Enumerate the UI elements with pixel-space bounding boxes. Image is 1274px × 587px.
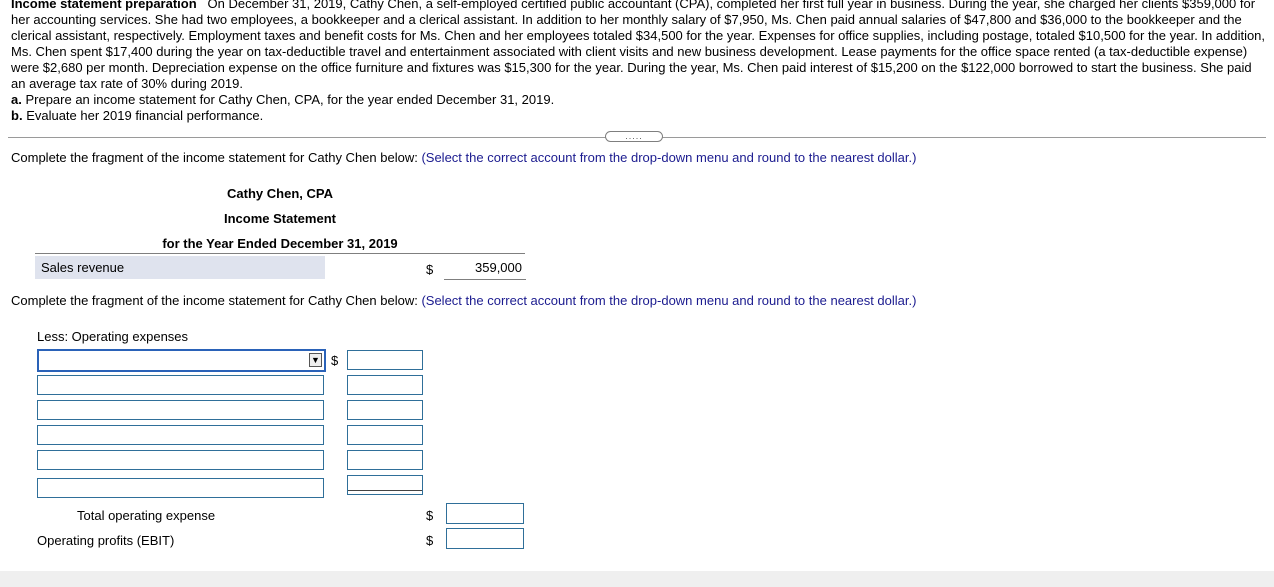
sales-revenue-value: 359,000 [475, 260, 522, 275]
instruction-2 [11, 293, 916, 308]
instruction-hint: (Select the correct account from the drop-down menu and round to the nearest dollar.) [421, 150, 917, 165]
expand-collapse-handle[interactable]: ..... [605, 131, 663, 142]
subtotal-rule [348, 490, 422, 491]
less-operating-expenses-label: Less: Operating expenses [37, 329, 189, 344]
total-opex-currency: $ [426, 508, 434, 523]
statement-header-rule [35, 253, 525, 254]
part-a-text: Prepare an income statement for Cathy Chen, CPA, for the year ended December 31, 2019. [25, 92, 555, 107]
expense-account-select-6[interactable] [37, 478, 324, 498]
problem-body: On December 31, 2019, Cathy Chen, a self-employed certified public accountant (CPA), completed her first full year in business. During the year, she charged her clients $359,000 for her accounting services. She had two employees, a bookkeeper and a clerical assistant. In addition to her monthly salary of $7,950, Ms. Chen paid annual salaries of $47,800 and $36,000 to the bookkeeper and the clerical assistant, respectively. Employment taxes and benefit costs for Ms. Chen and her employees totaled $34,500 for the year. Expenses for office supplies, including postage, totaled $10,500 for the year. In addition, Ms. Chen spent $17,400 during the year on tax-deductible travel and entertainment associated with client visits and new business development. Lease payments for the office space rented (a tax-deductible expense) were $2,680 per month. Depreciation expense on the office furniture and fixtures was $15,300 for the year. During the year, Ms. Chen paid interest of $15,200 on the $122,000 borrowed to start the business. She paid an average tax rate of 30% during 2019. [11, 0, 1266, 91]
chevron-down-icon[interactable]: ▼ [309, 353, 322, 367]
statement-company: Cathy Chen, CPA [227, 186, 333, 201]
expense-account-select-1[interactable] [37, 349, 326, 372]
expense-account-select-2[interactable] [37, 375, 324, 395]
part-a-letter: a. [11, 92, 22, 107]
sales-revenue-label: Sales revenue [35, 256, 325, 279]
expense-account-select-4[interactable] [37, 425, 324, 445]
part-b-letter: b. [11, 108, 23, 123]
instruction-text: Complete the fragment of the income statement for Cathy Chen below: [11, 293, 418, 308]
operating-profits-input[interactable] [446, 528, 524, 549]
expense-currency-1: $ [331, 353, 339, 368]
statement-period: for the Year Ended December 31, 2019 [162, 236, 398, 251]
expense-amount-input-4[interactable] [347, 425, 423, 445]
instruction-hint: (Select the correct account from the drop-down menu and round to the nearest dollar.) [421, 293, 917, 308]
expense-account-select-5[interactable] [37, 450, 324, 470]
expense-amount-input-2[interactable] [347, 375, 423, 395]
expense-account-select-3[interactable] [37, 400, 324, 420]
expense-amount-input-6[interactable] [347, 475, 423, 495]
ebit-currency: $ [426, 533, 434, 548]
statement-title: Income Statement [224, 211, 336, 226]
instruction-text: Complete the fragment of the income statement for Cathy Chen below: [11, 150, 418, 165]
problem-title: Income statement preparation [11, 0, 197, 11]
expense-amount-input-5[interactable] [347, 450, 423, 470]
footer-bar [0, 571, 1274, 587]
expense-amount-input-1[interactable] [347, 350, 423, 370]
operating-profits-label: Operating profits (EBIT) [37, 533, 175, 548]
total-operating-expense-input[interactable] [446, 503, 524, 524]
part-b-text: Evaluate her 2019 financial performance. [26, 108, 264, 123]
expense-amount-input-3[interactable] [347, 400, 423, 420]
sales-currency: $ [426, 262, 434, 277]
sales-underline [444, 279, 526, 280]
total-operating-expense-label: Total operating expense [77, 508, 216, 523]
problem-statement [11, 0, 1266, 124]
instruction-1 [11, 150, 916, 165]
